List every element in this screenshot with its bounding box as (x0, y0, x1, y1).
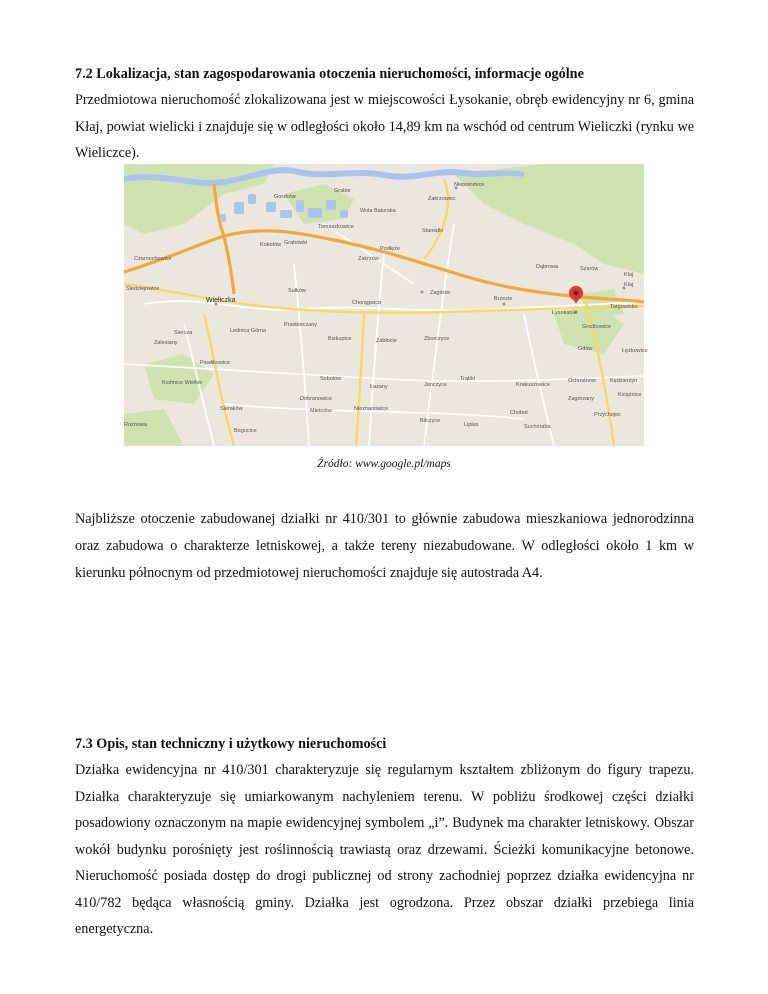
map-label: Nieznanowice (354, 406, 389, 412)
map-label: Grodkowice (582, 324, 612, 330)
map-label: Ochmanów (568, 378, 596, 384)
map-label: Gdów (578, 346, 593, 352)
map-label: Kokotów (260, 242, 282, 248)
section-heading-7-2: 7.2 Lokalizacja, stan zagospodarowania otoczenia nieruchomości, informacje ogólne (75, 66, 584, 82)
map-label: Łazany (370, 384, 388, 390)
location-map (124, 164, 648, 446)
map-label: Mietniów (310, 408, 332, 414)
map-label: Wieliczka (206, 297, 236, 304)
map-label: Kłaj (624, 272, 634, 278)
map-label: Brzezie (494, 296, 513, 302)
map-label: Chobot (510, 410, 528, 416)
map-source-caption: Źródło: www.google.pl/maps (317, 458, 451, 470)
section-heading-7-3: 7.3 Opis, stan techniczny i użytkowy nieruchomości (75, 736, 387, 752)
map-label: Zakrzowiec (428, 196, 456, 202)
map-label: Sobolów (320, 376, 342, 382)
map-label: Koźmice Wielkie (162, 380, 203, 386)
map-label: Zagórzany (568, 396, 594, 402)
map-label: Sułków (288, 288, 306, 294)
map-label: Kłaj (624, 282, 634, 288)
map-label: Gorzków (274, 194, 296, 200)
section-7-2-paragraph-2: Najbliższe otoczenie zabudowanej działki nr 410/301 to głównie zabudowa mieszkaniowa jednorodzinna oraz zabudowa o charakterze letniskowej, a także tereny niezabudowane. W odległości około 1 km w kierunku północnym od przedmiotowej nieruchomości znajduje się autostrada A4. (75, 511, 694, 582)
map-label: Sieraków (220, 406, 243, 412)
map-label: Biskupice (328, 336, 352, 342)
map-label: Trąbki (460, 376, 476, 382)
map-label: Dąbrowa (536, 264, 559, 270)
map-label: Szarów (580, 266, 599, 272)
map-label: Janczyce (424, 382, 447, 388)
map-label: Grabówki (284, 240, 308, 246)
map-label: Książnice (618, 392, 642, 398)
map-label: Zakrzów (358, 256, 379, 262)
map-label: Zborczyce (424, 336, 450, 342)
map-label: Tomaszkowice (318, 224, 354, 230)
map-label: Staniątki (422, 228, 444, 234)
section-7-3-paragraph: Działka ewidencyjna nr 410/301 charakteryzuje się regularnym kształtem zbliżonym do figury trapezu. Działka charakteryzuje się umiarkowanym nachyleniem terenu. W pobliżu środkowej części działki posadowiony oznaczonym na mapie ewidencyjnej symbolem „i”. Budynek ma charakter letniskowy. Obszar wokół budynku porośnięty jest roślinnością trawiastą oraz drzewami. Ścieżki komunikacyjne betonowe. Nieruchomość posiada dostęp do drogi publicznej od strony zachodniej poprzez działka ewidencyjna nr 410/782 będąca własnością gminy. Działka jest ogrodzona. Przez obszar działki przebiega linia energetyczna. (75, 762, 694, 937)
map-label: Grabie (334, 188, 351, 194)
map-label: Pawlikowice (200, 360, 230, 366)
map-label: Wola Batorska (360, 208, 396, 214)
map-label: Przebieczany (284, 322, 318, 328)
map-label: Siercza (174, 330, 193, 336)
map-label: Bilczyce (420, 418, 441, 424)
section-7-2-paragraph: Przedmiotowa nieruchomość zlokalizowana jest w miejscowości Łysokanie, obręb ewidencyjny nr 6, gmina Kłaj, powiat wielicki i znajduje się w odległości około 14,89 km na wschód od centrum Wieliczki (rynku we Wieliczce). (75, 92, 694, 161)
map-label: Niepołomice (454, 182, 485, 188)
map-graphic (124, 164, 648, 446)
map-label: Zagórze (430, 290, 451, 296)
map-label: Chorągwica (352, 300, 382, 306)
map-label: Rożnowa (124, 422, 147, 428)
map-label: Dobranowice (300, 396, 333, 402)
map-label: Krakuszowice (516, 382, 550, 388)
map-label: Łysokanie (552, 310, 577, 316)
map-label: Łężkowice (622, 348, 648, 354)
map-label: Lednica Górna (230, 328, 267, 334)
map-label: Targowisko (610, 304, 638, 310)
map-label: Czarnochowice (134, 256, 172, 262)
map-label: Przychojec (594, 412, 621, 418)
map-label: Zalesiany (154, 340, 178, 346)
map-label: Liplas (464, 422, 479, 428)
map-label: Podłęże (380, 246, 400, 252)
map-label: Bogucice (234, 428, 257, 434)
map-label: Suchoraba (524, 424, 551, 430)
map-label: Zabłocie (376, 338, 397, 344)
map-label: Kędzierzyn (610, 378, 638, 384)
map-label: Śledziejowice (126, 286, 160, 292)
